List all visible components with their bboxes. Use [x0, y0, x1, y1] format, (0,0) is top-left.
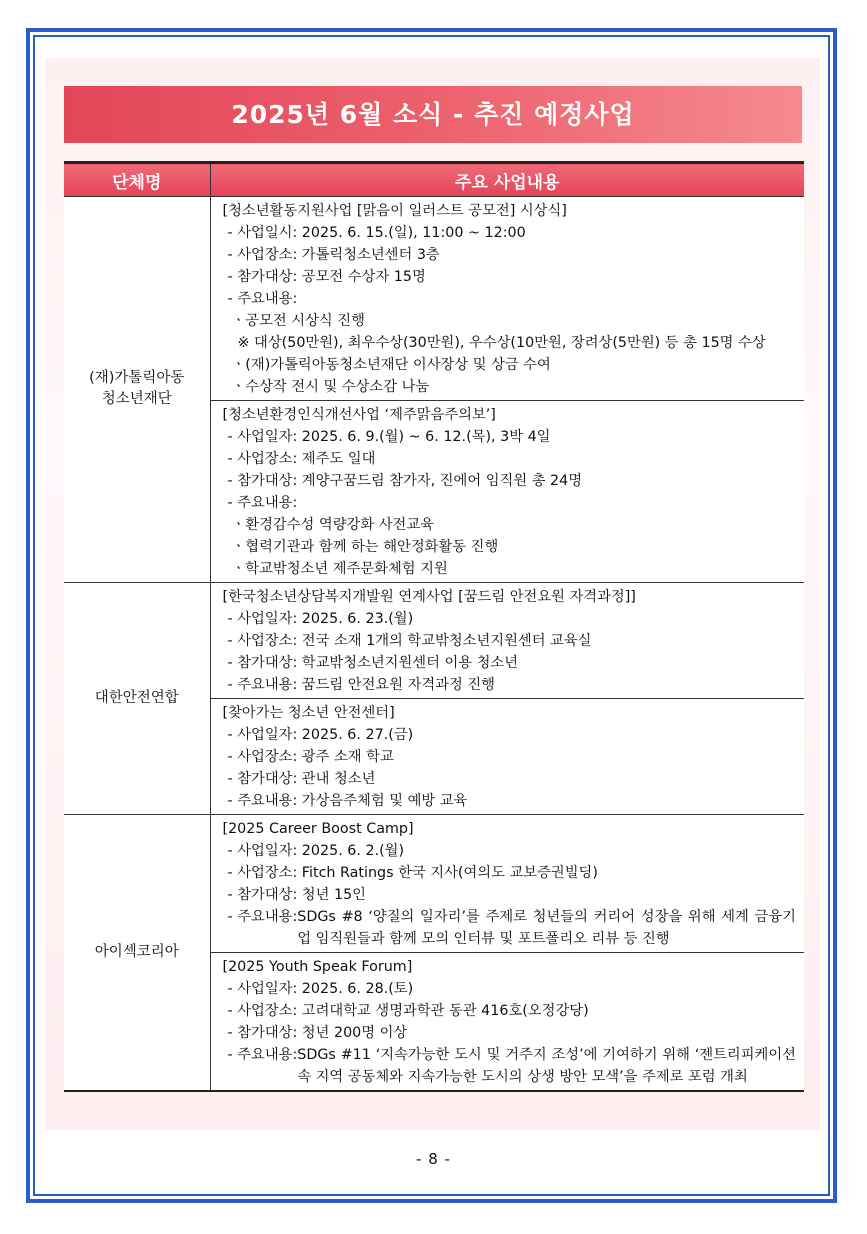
- program-section: [211, 582, 805, 698]
- program-section: [211, 197, 805, 400]
- program-note: ※ 대상(50만원), 최우수상(30만원), 우수상(10만원, 장려상(5만원) 등 총 15명 수상: [237, 335, 766, 351]
- detail-text: SDGs #11 ‘지속가능한 도시 및 거주지 조성’에 기여하기 위해 ‘젠트리피케이션 속 지역 공동체와 지속가능한 도시의 상생 방안 모색’을 주제로 포럼 개최: [297, 1047, 796, 1085]
- program-line: - 참가대상: 청년 15인: [227, 887, 366, 903]
- program-section: [211, 952, 805, 1090]
- program-line: - 주요내용:: [227, 291, 298, 307]
- detail-label: - 주요내용:: [227, 1047, 298, 1063]
- program-line: - 사업일자: 2025. 6. 9.(월) ~ 6. 12.(목), 3박 4일: [227, 429, 551, 445]
- table-row: [64, 814, 804, 1091]
- program-line: - 사업장소: 고려대학교 생명과학관 동관 416호(오정강당): [227, 1003, 589, 1019]
- program-line: - 사업일자: 2025. 6. 23.(월): [227, 611, 414, 627]
- table-row: [64, 582, 804, 814]
- org-name: (재)가톨릭아동 청소년재단: [64, 197, 210, 583]
- banner-title: 2025년 6월 소식 - 추진 예정사업: [64, 86, 802, 143]
- header-org: 단체명: [64, 163, 210, 197]
- org-content: [210, 197, 804, 583]
- program-title: [2025 Career Boost Camp]: [222, 821, 414, 837]
- table-row: [64, 197, 804, 583]
- program-line: - 사업장소: 가톨릭청소년센터 3층: [227, 247, 440, 263]
- program-line: - 참가대상: 관내 청소년: [227, 771, 376, 787]
- program-line: - 참가대상: 계양구꿈드림 참가자, 진에어 임직원 총 24명: [227, 473, 583, 489]
- schedule-table: [64, 161, 804, 1092]
- program-detail: [223, 906, 797, 950]
- program-bullet: ㆍ협력기관과 함께 하는 해안정화활동 진행: [231, 539, 499, 555]
- program-line: - 참가대상: 공모전 수상자 15명: [227, 269, 426, 285]
- program-line: - 사업일자: 2025. 6. 27.(금): [227, 727, 414, 743]
- program-detail: [223, 1044, 797, 1088]
- program-line: - 사업일시: 2025. 6. 15.(일), 11:00 ~ 12:00: [227, 225, 526, 241]
- program-title: [찾아가는 청소년 안전센터]: [222, 705, 395, 721]
- program-line: - 주요내용: 가상음주체험 및 예방 교육: [227, 793, 468, 809]
- program-line: - 사업일자: 2025. 6. 28.(토): [227, 981, 414, 997]
- program-bullet: ㆍ환경감수성 역량강화 사전교육: [231, 517, 434, 533]
- table-header-row: [64, 163, 804, 197]
- program-line: - 사업장소: Fitch Ratings 한국 지사(여의도 교보증권빌딩): [227, 865, 598, 881]
- program-section: [211, 698, 805, 814]
- program-line: - 참가대상: 청년 200명 이상: [227, 1025, 408, 1041]
- program-line: - 주요내용:: [227, 495, 298, 511]
- page-number: - 8 -: [416, 1150, 451, 1168]
- program-title: [청소년환경인식개선사업 ‘제주맑음주의보’]: [222, 407, 496, 423]
- program-line: - 사업장소: 광주 소재 학교: [227, 749, 394, 765]
- program-section: [211, 814, 805, 952]
- program-bullet: ㆍ공모전 시상식 진행: [231, 313, 365, 329]
- program-section: [211, 400, 805, 582]
- program-bullet: ㆍ학교밖청소년 제주문화체험 지원: [231, 561, 448, 577]
- org-name: 대한안전연합: [64, 582, 210, 814]
- org-content: [210, 814, 804, 1091]
- program-title: [2025 Youth Speak Forum]: [222, 959, 413, 975]
- detail-text: SDGs #8 ‘양질의 일자리’를 주제로 청년들의 커리어 성장을 위해 세계 금융기업 임직원들과 함께 모의 인터뷰 및 포트폴리오 리뷰 등 진행: [297, 909, 796, 947]
- detail-label: - 주요내용:: [227, 909, 298, 925]
- program-bullet: ㆍ수상작 전시 및 수상소감 나눔: [231, 379, 430, 395]
- program-line: - 참가대상: 학교밖청소년지원센터 이용 청소년: [227, 655, 519, 671]
- org-content: [210, 582, 804, 814]
- program-line: - 주요내용: 꿈드림 안전요원 자격과정 진행: [227, 677, 495, 693]
- org-name: 아이섹코리아: [64, 814, 210, 1091]
- program-title: [청소년활동지원사업 [맑음이 일러스트 공모전] 시상식]: [222, 203, 567, 219]
- program-bullet: ㆍ(재)가톨릭아동청소년재단 이사장상 및 상금 수여: [231, 357, 551, 373]
- program-title: [한국청소년상담복지개발원 연계사업 [꿈드림 안전요원 자격과정]]: [222, 589, 636, 605]
- program-line: - 사업장소: 제주도 일대: [227, 451, 376, 467]
- program-line: - 사업장소: 전국 소재 1개의 학교밖청소년지원센터 교육실: [227, 633, 592, 649]
- program-line: - 사업일자: 2025. 6. 2.(월): [227, 843, 405, 859]
- header-content: 주요 사업내용: [210, 163, 804, 197]
